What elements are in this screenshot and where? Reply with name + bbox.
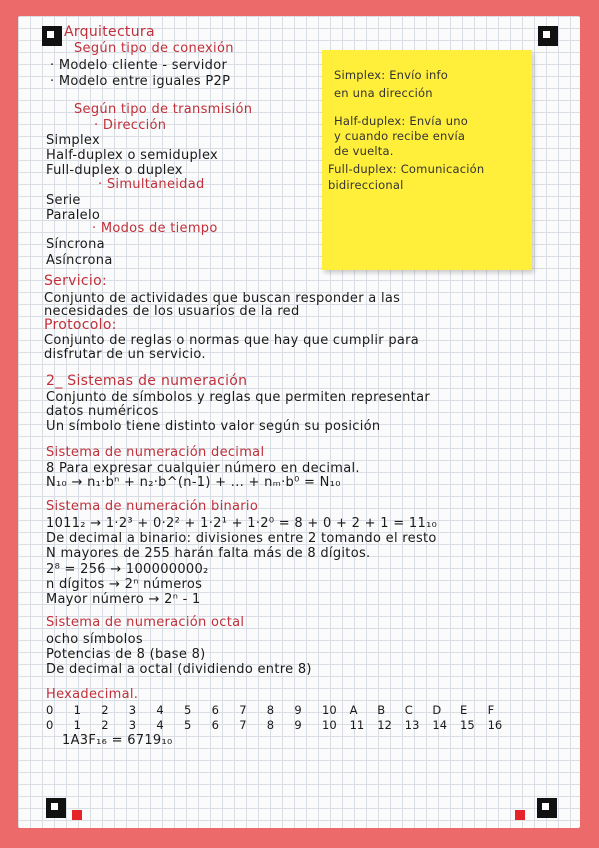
- subheading-direccion: · Dirección: [94, 118, 167, 133]
- list-item: Paralelo: [46, 208, 101, 223]
- text-line: datos numéricos: [46, 404, 159, 419]
- hex-cell: 16: [487, 718, 503, 732]
- red-square-icon: [72, 810, 82, 820]
- list-item: Simplex: [46, 133, 100, 148]
- text-line: De decimal a octal (dividiendo entre 8): [46, 662, 312, 677]
- list-item: Full-duplex o duplex: [46, 163, 183, 178]
- sticky-line: Full-duplex: Comunicación: [328, 162, 485, 176]
- hex-cell: 4: [156, 703, 164, 717]
- list-item: Síncrona: [46, 237, 105, 252]
- section-heading-hexadecimal: Hexadecimal.: [46, 687, 139, 702]
- text-line: disfrutar de un servicio.: [44, 347, 206, 362]
- hex-cell: 14: [432, 718, 448, 732]
- hex-cell: 12: [377, 718, 392, 732]
- hex-cell: 9: [294, 703, 302, 717]
- text-line: Conjunto de reglas o normas que hay que cumplir para: [44, 333, 420, 348]
- section-heading-decimal: Sistema de numeración decimal: [46, 445, 265, 460]
- hex-cell: 9: [294, 718, 302, 732]
- notes-title: Arquitectura: [64, 24, 155, 40]
- hex-cell: 3: [128, 703, 137, 717]
- sticky-line: bidireccional: [328, 178, 404, 192]
- hex-cell: 2: [101, 718, 109, 732]
- list-item: Serie: [46, 193, 81, 208]
- hex-cell: 7: [239, 703, 247, 717]
- scan-marker-icon: [46, 798, 66, 818]
- hex-cell: 10: [322, 718, 337, 732]
- hex-example: 1A3F₁₆ = 6719₁₀: [62, 733, 173, 748]
- hex-cell: 13: [404, 718, 420, 732]
- section-heading-protocolo: Protocolo:: [44, 317, 117, 333]
- hex-cell: 6: [211, 718, 219, 732]
- hex-cell: 10: [322, 703, 337, 717]
- sticky-note: [322, 50, 532, 270]
- text-line: Conjunto de símbolos y reglas que permiten representar: [46, 390, 430, 405]
- sticky-line: Half-duplex: Envía uno: [334, 114, 469, 128]
- list-item: Half-duplex o semiduplex: [46, 148, 219, 163]
- scan-marker-icon: [538, 26, 558, 46]
- hex-cell: E: [460, 703, 468, 717]
- red-square-icon: [515, 810, 525, 820]
- hex-cell: C: [404, 703, 413, 717]
- sticky-line: de vuelta.: [334, 144, 394, 158]
- section-heading-octal: Sistema de numeración octal: [46, 615, 245, 630]
- hex-cell: 5: [184, 703, 192, 717]
- hex-cell: 11: [349, 718, 365, 732]
- section-heading-numeracion: 2_ Sistemas de numeración: [46, 373, 248, 389]
- hex-cell: F: [487, 703, 495, 717]
- list-item: · Modelo cliente - servidor: [50, 58, 228, 73]
- scan-marker-icon: [537, 798, 557, 818]
- hex-cell: 7: [239, 718, 247, 732]
- hex-cell: B: [377, 703, 386, 717]
- section-heading-servicio: Servicio:: [44, 273, 107, 289]
- formula-line: 2⁸ = 256 → 100000000₂: [46, 562, 209, 577]
- hex-cell: 1: [73, 703, 81, 717]
- sticky-line: Simplex: Envío info: [334, 68, 449, 82]
- hex-cell: 5: [184, 718, 192, 732]
- hex-cell: A: [349, 703, 358, 717]
- hex-cell: 15: [460, 718, 475, 732]
- hex-cell: 2: [101, 703, 109, 717]
- text-line: Conjunto de actividades que buscan responder a las: [44, 291, 401, 306]
- hex-cell: 6: [211, 703, 219, 717]
- text-line: 8 Para expresar cualquier número en decimal.: [46, 461, 360, 476]
- text-line: n dígitos → 2ⁿ números: [46, 577, 203, 592]
- hex-cell: 3: [128, 718, 137, 732]
- section-heading-binario: Sistema de numeración binario: [46, 499, 259, 514]
- hex-cell: 0: [46, 703, 54, 717]
- text-line: Un símbolo tiene distinto valor según su posición: [46, 419, 381, 434]
- sticky-line: en una dirección: [334, 86, 433, 100]
- list-item: · Modelo entre iguales P2P: [50, 74, 231, 89]
- text-line: Mayor número → 2ⁿ - 1: [46, 592, 201, 607]
- hex-cell: D: [432, 703, 442, 717]
- formula-line: N₁₀ → n₁·bⁿ + n₂·b^(n-1) + ... + nₘ·b⁰ = N₁₀: [46, 475, 341, 490]
- hex-cell: 8: [266, 703, 275, 717]
- subheading-tiempo: · Modos de tiempo: [92, 221, 218, 236]
- hex-cell: 4: [156, 718, 164, 732]
- text-line: Potencias de 8 (base 8): [46, 647, 206, 662]
- text-line: ocho símbolos: [46, 632, 143, 647]
- section-heading-transmision: Según tipo de transmisión: [74, 102, 253, 117]
- hex-cell: 8: [266, 718, 275, 732]
- hex-cell: 0: [46, 718, 54, 732]
- sticky-line: y cuando recibe envía: [334, 129, 466, 143]
- scan-marker-icon: [42, 26, 62, 46]
- text-line: N mayores de 255 harán falta más de 8 dígitos.: [46, 546, 371, 561]
- formula-line: 1011₂ → 1·2³ + 0·2² + 1·2¹ + 1·2⁰ = 8 + 0 + 2 + 1 = 11₁₀: [46, 516, 438, 531]
- hex-cell: 1: [73, 718, 81, 732]
- text-line: necesidades de los usuarios de la red: [44, 304, 300, 319]
- text-line: De decimal a binario: divisiones entre 2 tomando el resto: [46, 531, 437, 546]
- list-item: Asíncrona: [46, 253, 113, 268]
- subheading-simultaneidad: · Simultaneidad: [98, 177, 205, 192]
- section-heading-conexion: Según tipo de conexión: [74, 41, 234, 56]
